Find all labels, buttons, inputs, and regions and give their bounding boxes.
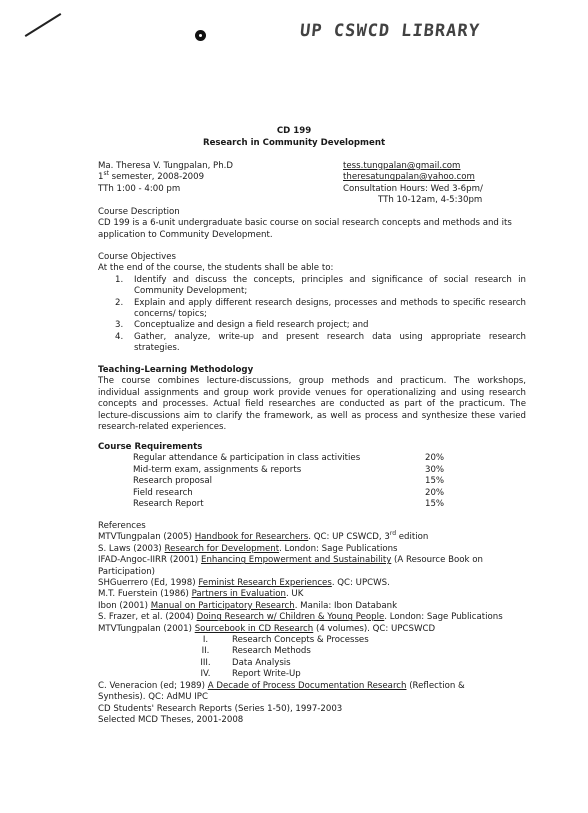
volume-list (98, 635, 538, 681)
list-item-cont: Participation) (98, 566, 156, 577)
table-row: Field research 20% (133, 487, 445, 498)
requirements-heading: Course Requirements (98, 442, 203, 452)
description-heading: Course Description (98, 207, 180, 217)
course-requirements (98, 442, 526, 510)
references (98, 521, 538, 726)
description-text: CD 199 is a 6-unit undergraduate basic course on social research concepts and methods and its application to Community Development. (98, 218, 512, 240)
list-item: SHGuerrero (Ed, 1998) Feminist Research Experiences. QC: UPCWS. (98, 578, 390, 589)
requirements-table (98, 453, 526, 510)
list-item-cont: Synthesis). QC: AdMU IPC (98, 692, 208, 703)
objectives-intro: At the end of the course, the students shall be able to: (98, 263, 334, 274)
consultation-hours-cont: TTh 10-12am, 4-5:30pm (378, 195, 483, 206)
email-link-secondary[interactable]: theresatungpalan@yahoo.com (343, 172, 475, 183)
list-item: 4. Gather, analyze, write-up and present research data using appropriate research strategies. (115, 331, 526, 354)
table-row: Mid-term exam, assignments & reports 30% (133, 464, 445, 475)
methodology-heading: Teaching-Learning Methodology (98, 365, 254, 375)
list-item: Ibon (2001) Manual on Participatory Research. Manila: Ibon Databank (98, 600, 398, 611)
teaching-methodology (98, 365, 526, 433)
table-row: Research proposal 15% (133, 476, 445, 487)
punch-hole-icon (195, 30, 206, 41)
course-code: CD 199 (276, 126, 312, 136)
list-item: 3. Conceptualize and design a field research project; and (115, 320, 369, 331)
schedule: TTh 1:00 - 4:00 pm (98, 183, 181, 194)
contact-block (343, 161, 483, 207)
list-item: S. Frazer, et al. (2004) Doing Research w/ Children & Young People. London: Sage Publications (98, 612, 503, 623)
list-item: MTVTungpalan (2001) Sourcebook in CD Research (4 volumes). QC: UPCSWCD (98, 623, 436, 634)
semester: 1st semester, 2008-2009 (98, 170, 205, 183)
list-item: S. Laws (2003) Research for Development. London: Sage Publications (98, 543, 398, 554)
table-row: Regular attendance & participation in class activities 20% (133, 453, 445, 464)
list-item: 2. Explain and apply different research designs, processes and methods to specific research concerns/ topics; (115, 297, 526, 320)
list-item: Selected MCD Theses, 2001-2008 (98, 714, 244, 725)
list-item: 1. Identify and discuss the concepts, principles and significance of social research in Community Development; (115, 274, 526, 297)
library-stamp: UP CSWCD LIBRARY (299, 21, 481, 41)
course-description (98, 207, 526, 241)
list-item: I. Research Concepts & Processes (202, 635, 369, 646)
list-item: MTVTungpalan (2005) Handbook for Researchers. QC: UP CSWCD, 3rd edition (98, 530, 429, 543)
methodology-text: The course combines lecture-discussions, group methods and practicum. The workshops, individual assignments and group work provide venues for operationalizing and using research concepts and processes. Actual field researches are conducted as part of the practicum. The lecture-discussions aim to clarify the framework, as well as process and synthesize these varied research-related experiences. (98, 376, 526, 433)
list-item: CD Students' Research Reports (Series 1-50), 1997-2003 (98, 703, 343, 714)
table-row: Research Report 15% (133, 499, 445, 510)
instructor-block (98, 161, 233, 195)
instructor-name: Ma. Theresa V. Tungpalan, Ph.D (98, 161, 234, 171)
references-heading: References (98, 521, 146, 531)
course-title: Research in Community Development (202, 138, 386, 148)
course-objectives (98, 252, 526, 355)
objectives-heading: Course Objectives (98, 252, 176, 262)
scan-mark (25, 13, 62, 37)
objectives-list (115, 275, 526, 355)
list-item: C. Veneracion (ed; 1989) A Decade of Process Documentation Research (Reflection & (98, 680, 465, 691)
consultation-hours: Consultation Hours: Wed 3-6pm/ (343, 183, 483, 194)
list-item: II. Research Methods (201, 646, 311, 657)
list-item: IFAD-Angoc-IIRR (2001) Enhancing Empowerment and Sustainability (A Resource Book on (98, 555, 483, 566)
list-item: M.T. Fuerstein (1986) Partners in Evaluation. UK (98, 589, 304, 600)
email-link-primary[interactable]: tess.tungpalan@gmail.com (343, 161, 461, 171)
list-item: IV. Report Write-Up (200, 669, 301, 680)
list-item: III. Data Analysis (200, 657, 291, 668)
